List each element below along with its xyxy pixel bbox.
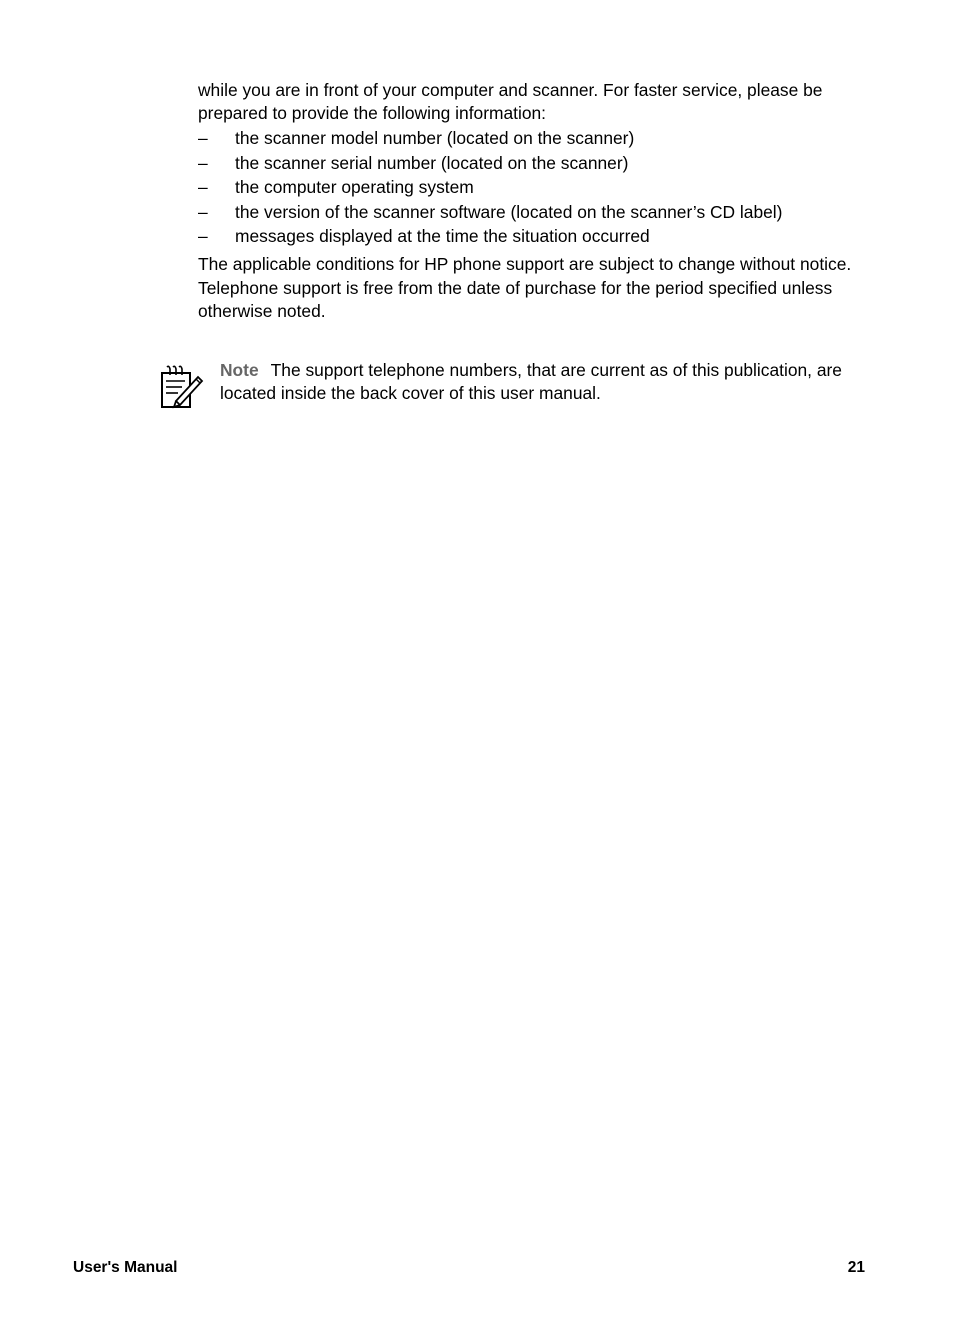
page-number: 21 (847, 1259, 865, 1276)
list-dash: – (198, 226, 208, 246)
info-list (198, 127, 868, 248)
list-item-text: the computer operating system (235, 177, 474, 197)
list-item (198, 225, 868, 248)
list-item-text: the version of the scanner software (located on the scanner’s CD label) (235, 201, 783, 222)
list-item (198, 201, 868, 224)
list-dash: – (198, 177, 208, 197)
main-content (198, 79, 868, 324)
list-dash: – (198, 128, 208, 148)
list-item-text: the scanner serial number (located on the scanner) (235, 152, 629, 173)
note-body: The support telephone numbers, that are current as of this publication, are located inside the back cover of this user manual. (220, 360, 842, 403)
notepad-pencil-icon (158, 363, 206, 411)
footer-title: User's Manual (73, 1259, 178, 1276)
note-callout (158, 359, 868, 404)
list-item-text: the scanner model number (located on the scanner) (235, 128, 635, 148)
list-dash: – (198, 152, 208, 173)
list-item (198, 152, 868, 175)
intro-paragraph: while you are in front of your computer and scanner. For faster service, please be prepared to provide the following information: (198, 80, 823, 123)
list-item-text: messages displayed at the time the situation occurred (235, 226, 650, 246)
list-dash: – (198, 201, 208, 222)
list-item (198, 176, 868, 199)
note-text (220, 359, 868, 404)
list-item (198, 127, 868, 150)
free-support-paragraph: Telephone support is free from the date of purchase for the period specified unless otherwise noted. (198, 278, 833, 321)
conditions-paragraph: The applicable conditions for HP phone support are subject to change without notice. (198, 253, 852, 274)
note-label: Note (220, 360, 259, 380)
